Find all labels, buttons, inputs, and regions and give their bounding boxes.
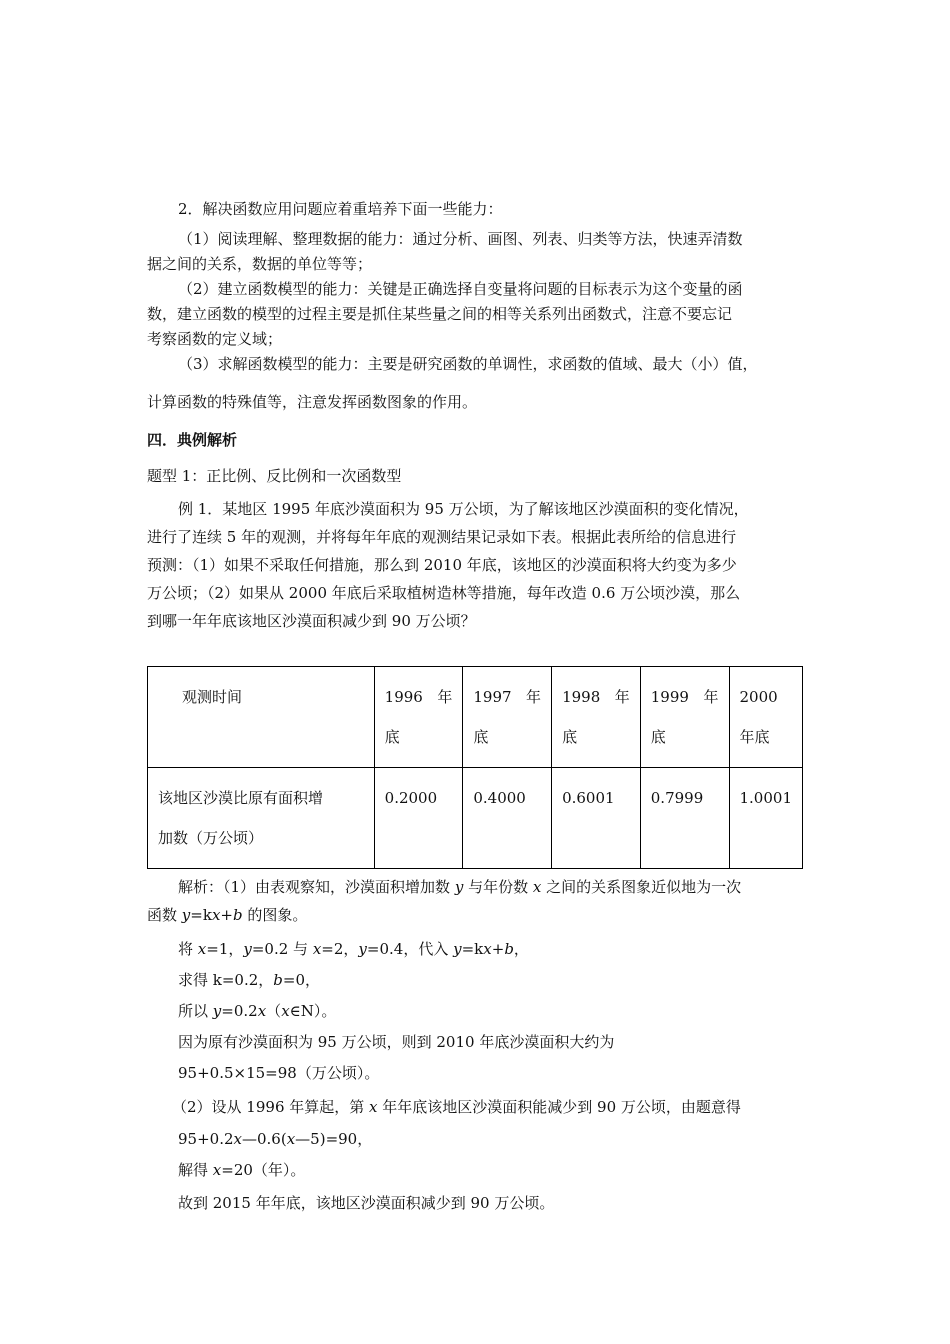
solution-line6: 因为原有沙漠面积为 95 万公顷，则到 2010 年底沙漠面积大约为 — [178, 1033, 615, 1051]
section2-p2-line1: （2）建立函数模型的能力：关键是正确选择自变量将问题的目标表示为这个变量的函 — [178, 280, 743, 298]
nian-label: 年 — [614, 688, 630, 706]
nian-label: 年 — [703, 688, 719, 706]
table-row — [148, 768, 803, 869]
year-1997: 1997 — [473, 688, 512, 706]
example-1-line4: 万公顷；（2）如果从 2000 年底后采取植树造林等措施，每年改造 0.6 万公顷沙漠，那么 — [147, 584, 741, 602]
section2-p3-line1: （3）求解函数模型的能力：主要是研究函数的单调性，求函数的值域、最大（小）值， — [178, 355, 758, 373]
value-2000: 1.0001 — [739, 789, 792, 807]
table-row — [148, 667, 803, 768]
increase-label-line2: 加数（万公顷） — [158, 829, 264, 847]
table-header-cell — [640, 667, 729, 768]
solution-line10: 解得 x=20（年）。 — [178, 1161, 306, 1179]
section2-intro: 2．解决函数应用问题应着重培养下面一些能力： — [178, 200, 503, 218]
increase-label-line1: 该地区沙漠比原有面积增 — [158, 789, 324, 807]
value-1998: 0.6001 — [562, 789, 615, 807]
year-1996: 1996 — [384, 688, 423, 706]
table-header-cell — [729, 667, 803, 768]
solution-line11: 故到 2015 年年底，该地区沙漠面积减少到 90 万公顷。 — [178, 1194, 555, 1212]
year-1998: 1998 — [562, 688, 601, 706]
solution-line4: 求得 k=0.2，b=0， — [178, 971, 321, 989]
table-cell — [463, 768, 552, 869]
solution-line2: 函数 y=kx+b 的图象。 — [147, 906, 308, 924]
table-header-cell — [374, 667, 463, 768]
table-header-cell — [463, 667, 552, 768]
question-type-1: 题型 1：正比例、反比例和一次函数型 — [147, 467, 402, 485]
solution-line3: 将 x=1，y=0.2 与 x=2，y=0.4，代入 y=kx+b， — [178, 940, 529, 958]
di-label: 底 — [650, 728, 666, 746]
di-label: 底 — [384, 728, 400, 746]
section4-heading: 四．典例解析 — [147, 431, 238, 449]
table-cell — [148, 768, 375, 869]
section2-p1-line1: （1）阅读理解、整理数据的能力：通过分析、画图、列表、归类等方法，快速弄清数 — [178, 230, 743, 248]
solution-line8: （2）设从 1996 年算起，第 x 年年底该地区沙漠面积能减少到 90 万公顷，由题意得 — [172, 1098, 741, 1116]
section2-p2-line3: 考察函数的定义域； — [147, 330, 283, 348]
table-cell — [552, 768, 641, 869]
year-1999: 1999 — [650, 688, 689, 706]
table-header-cell — [148, 667, 375, 768]
di-label: 底 — [473, 728, 489, 746]
table-cell — [729, 768, 803, 869]
example-1-line1: 例 1．某地区 1995 年底沙漠面积为 95 万公顷，为了解该地区沙漠面积的变化情况， — [178, 500, 749, 518]
year-2000: 2000 年底 — [739, 688, 778, 746]
table-header-cell — [552, 667, 641, 768]
observation-table — [147, 666, 803, 869]
example-1-line5: 到哪一年年底该地区沙漠面积减少到 90 万公顷？ — [147, 612, 476, 630]
table-cell — [640, 768, 729, 869]
example-1-line3: 预测：（1）如果不采取任何措施，那么到 2010 年底，该地区的沙漠面积将大约变为多少 — [147, 556, 737, 574]
solution-line7: 95+0.5×15=98（万公顷）。 — [178, 1064, 380, 1082]
value-1996: 0.2000 — [384, 789, 438, 807]
solution-line9: 95+0.2x—0.6(x—5)=90， — [178, 1130, 373, 1148]
value-1997: 0.4000 — [473, 789, 526, 807]
section2-p3-line2: 计算函数的特殊值等，注意发挥函数图象的作用。 — [147, 393, 478, 411]
example-1-line2: 进行了连续 5 年的观测，并将每年年底的观测结果记录如下表。根据此表所给的信息进行 — [147, 528, 737, 546]
value-1999: 0.7999 — [650, 789, 704, 807]
solution-line5: 所以 y=0.2x（x∈N）。 — [178, 1002, 337, 1020]
observation-time-label: 观测时间 — [182, 688, 243, 706]
table-cell — [374, 768, 463, 869]
section2-p1-line2: 据之间的关系，数据的单位等等； — [147, 255, 373, 273]
solution-line1: 解析：（1）由表观察知，沙漠面积增加数 y 与年份数 x 之间的关系图象近似地为一次 — [178, 878, 742, 896]
section2-p2-line2: 数，建立函数的模型的过程主要是抓住某些量之间的相等关系列出函数式，注意不要忘记 — [147, 305, 733, 323]
nian-label: 年 — [437, 688, 453, 706]
nian-label: 年 — [526, 688, 542, 706]
di-label: 底 — [562, 728, 578, 746]
